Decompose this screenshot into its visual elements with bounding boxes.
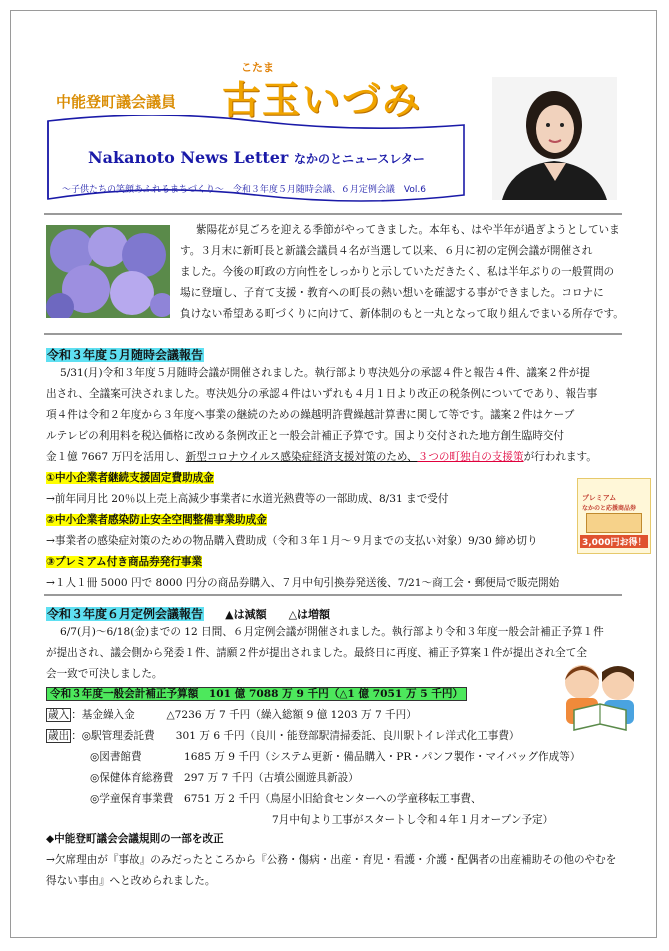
intro-line: 紫陽花が見ごろを迎える季節がやってきました。本年も、はや半年が過ぎようとしていま	[196, 224, 620, 236]
may-paragraph-line: ルテレビの利用料を税込価格に改める条例改正と一般会計補正予算です。国より交付された地方創生臨時交付	[46, 430, 565, 442]
june-section-heading	[46, 603, 330, 622]
measure-1-title: ①中小企業者継続支援固定費助成金	[46, 472, 214, 484]
revenue-text: ：基金繰入金 △7236 万 7 千円（繰入総額 9 億 1203 万 7 千円）	[71, 709, 417, 721]
expense-item: ：◎駅管理委託費 301 万 6 千円（良川・能登部駅清掃委託、良川駅トイレ洋式化工事費）	[71, 730, 520, 742]
newsletter-subtitle: ～子供たちの笑顔あふれるまちづくり～ 令和３年度５月随時会議、６月定例会議 Vol.6	[62, 185, 426, 195]
may-paragraph-line	[46, 447, 597, 468]
councilor-name: 古玉いづみ	[222, 78, 423, 122]
intro-line: す。３月末に新町長と新議会議員４名が当選して以来、６月に初の定例会議が開催され	[180, 245, 593, 257]
expense-row	[46, 726, 520, 747]
rule-title: ◆中能登町議会会議規則の一部を改正	[46, 833, 224, 845]
promo-price: 3,000円お得！	[580, 535, 648, 548]
children-reading-illustration	[548, 660, 652, 734]
divider	[44, 333, 622, 335]
expense-item: ◎保健体育総務費 297 万 7 千円（古墳公園遊具新設）	[90, 772, 359, 784]
premium-voucher-image	[577, 478, 651, 554]
june-paragraph-line: 6/7(月)～6/18(金)までの 12 日間、６月定例会議が開催されました。執行部より令和３年度一般会計補正予算１件	[60, 626, 604, 638]
hydrangea-photo	[46, 225, 170, 318]
newsletter-title	[88, 148, 425, 167]
revenue-label: 歳入	[48, 709, 70, 721]
expense-item: 7月中旬より工事がスタートし令和４年１月オープン予定）	[272, 814, 554, 826]
voucher-graphic	[586, 513, 642, 533]
promo-line2: なかのと応援商品券	[582, 505, 637, 512]
june-heading-text: 令和３年度６月定例会議報告	[47, 607, 204, 621]
budget-summary	[46, 684, 467, 705]
measure-2-title: ②中小企業者感染防止安全空間整備事業助成金	[46, 514, 267, 526]
change-legend: ▲は減額 △は増額	[225, 608, 331, 621]
name-ruby: こたま	[241, 61, 274, 74]
covid-support-text: 新型コロナウイルス感染症経済支援対策のため、	[185, 451, 418, 463]
measure-title	[46, 552, 202, 573]
may-heading-text: 令和３年度５月随時会議報告	[47, 348, 204, 362]
measure-desc: →前年同月比 20％以上売上高減少事業者に水道光熱費等の一部助成、8/31 まで受付	[46, 493, 449, 505]
measure-3-title: ③プレミアム付き商品券発行事業	[46, 556, 203, 568]
intro-line: ました。今後の町政の方向性をしっかりと示していただきたく、私は半年ぶりの一般質問の	[180, 266, 615, 278]
rule-line: 得ない事由』へと改められました。	[46, 875, 216, 887]
june-paragraph-line: 会一致で可決しました。	[46, 668, 163, 680]
councilor-role: 中能登町議会議員	[56, 93, 177, 111]
budget-total: 令和３年度一般会計補正予算額 101 億 7088 万 9 千円（△1 億 7051 万 5 千円）	[46, 687, 467, 701]
measure-title	[46, 510, 267, 531]
june-paragraph-line: が提出され、議会側から発委１件、請願２件が提出されました。最終日に再度、補正予算案１件が提出され全て全	[46, 647, 587, 659]
may-paragraph-line: 項４件は令和２年度から３年度へ事業の継続のための繰越明許費繰越計算書に関して等です。議案２件はケーブ	[46, 409, 575, 421]
promo-line1: プレミアム	[582, 494, 617, 502]
revenue-row	[46, 705, 417, 726]
divider	[44, 213, 622, 215]
may-text: が行われます。	[523, 451, 597, 463]
rule-line: →欠席理由が『事故』のみだったところから『公務・傷病・出産・育児・看護・介護・配偶者の出産補助その他のやむを	[46, 854, 617, 866]
measure-desc: →１人１冊 5000 円で 8000 円分の商品券購入、７月中旬引換券発送後、7/21～商工会・郵便局で販売開始	[46, 577, 560, 589]
may-paragraph-line: 出され、全議案可決されました。専決処分の承認４件はいずれも４月１日より改正の税条例についてであり、報告事	[46, 388, 598, 400]
newsletter-title-ja: なかのとニュースレター	[293, 152, 425, 166]
may-text: 金１億 7667 万円を活用し、	[46, 451, 186, 463]
expense-item: ◎学童保育事業費 6751 万 2 千円（鳥屋小旧給食センターへの学童移転工事費、	[90, 793, 482, 805]
measure-desc: →事業者の感染症対策のための物品購入費助成（令和３年１月～９月までの支払い対象）9/30 締め切り	[46, 535, 538, 547]
newsletter-title-en: Nakanoto News Letter	[88, 148, 289, 167]
three-measures-text: ３つの町独自の支援策	[417, 451, 524, 463]
councilor-portrait	[492, 77, 617, 200]
divider	[44, 594, 622, 596]
intro-line: 負けない希望ある町づくりに向けて、新体制のもと一丸となって取り組んでまいる所存です。	[180, 308, 624, 320]
intro-line: 場に登壇し、子育て支援・教育への町長の熱い想いを確認する事ができました。コロナに	[180, 287, 604, 299]
may-paragraph-line: 5/31(月)令和３年度５月随時会議が開催されました。執行部より専決処分の承認４件と報告４件、議案２件が提	[60, 367, 590, 379]
measure-title	[46, 468, 214, 489]
expense-item: ◎図書館費 1685 万 9 千円（システム更新・備品購入・PR・パンフ製作・マイバッグ作成等）	[90, 751, 581, 763]
expense-label: 歳出	[48, 730, 70, 742]
may-section-heading	[46, 344, 204, 363]
